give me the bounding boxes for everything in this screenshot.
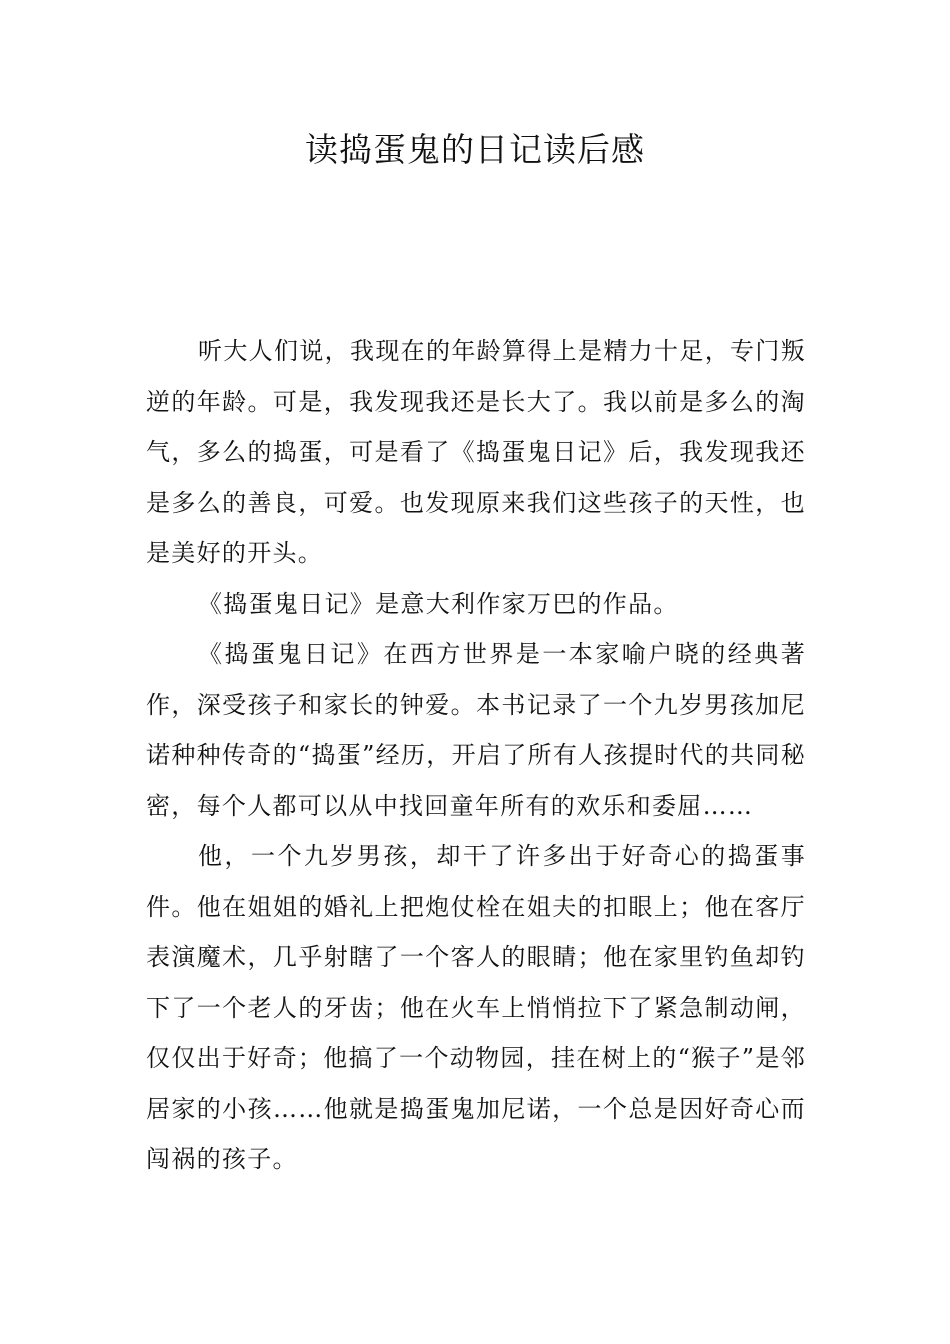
- document-body: [146, 326, 806, 1185]
- document-title: 读捣蛋鬼的日记读后感: [305, 130, 645, 169]
- paragraph-2: 《捣蛋鬼日记》是意大利作家万巴的作品。: [198, 589, 679, 618]
- paragraph-4: 他，一个九岁男孩，却干了许多出于好奇心的捣蛋事件。他在姐姐的婚礼上把炮仗栓在姐夫的扣眼上；他在客厅表演魔术，几乎射瞎了一个客人的眼睛；他在家里钓鱼却钓下了一个老人的牙齿；他在火车上悄悄拉下了紧急制动闸，仅仅出于好奇；他搞了一个动物园，挂在树上的“猴子”是邻居家的小孩……他就是捣蛋鬼加尼诺，一个总是因好奇心而闯祸的孩子。: [146, 842, 806, 1173]
- paragraph-3: 《捣蛋鬼日记》在西方世界是一本家喻户晓的经典著作，深受孩子和家长的钟爱。本书记录了一个九岁男孩加尼诺种种传奇的“捣蛋”经历，开启了所有人孩提时代的共同秘密，每个人都可以从中找回童年所有的欢乐和委屈……: [146, 640, 806, 820]
- paragraph-1: 听大人们说，我现在的年龄算得上是精力十足，专门叛逆的年龄。可是，我发现我还是长大了。我以前是多么的淘气，多么的捣蛋，可是看了《捣蛋鬼日记》后，我发现我还是多么的善良，可爱。也发现原来我们这些孩子的天性，也是美好的开头。: [146, 337, 806, 567]
